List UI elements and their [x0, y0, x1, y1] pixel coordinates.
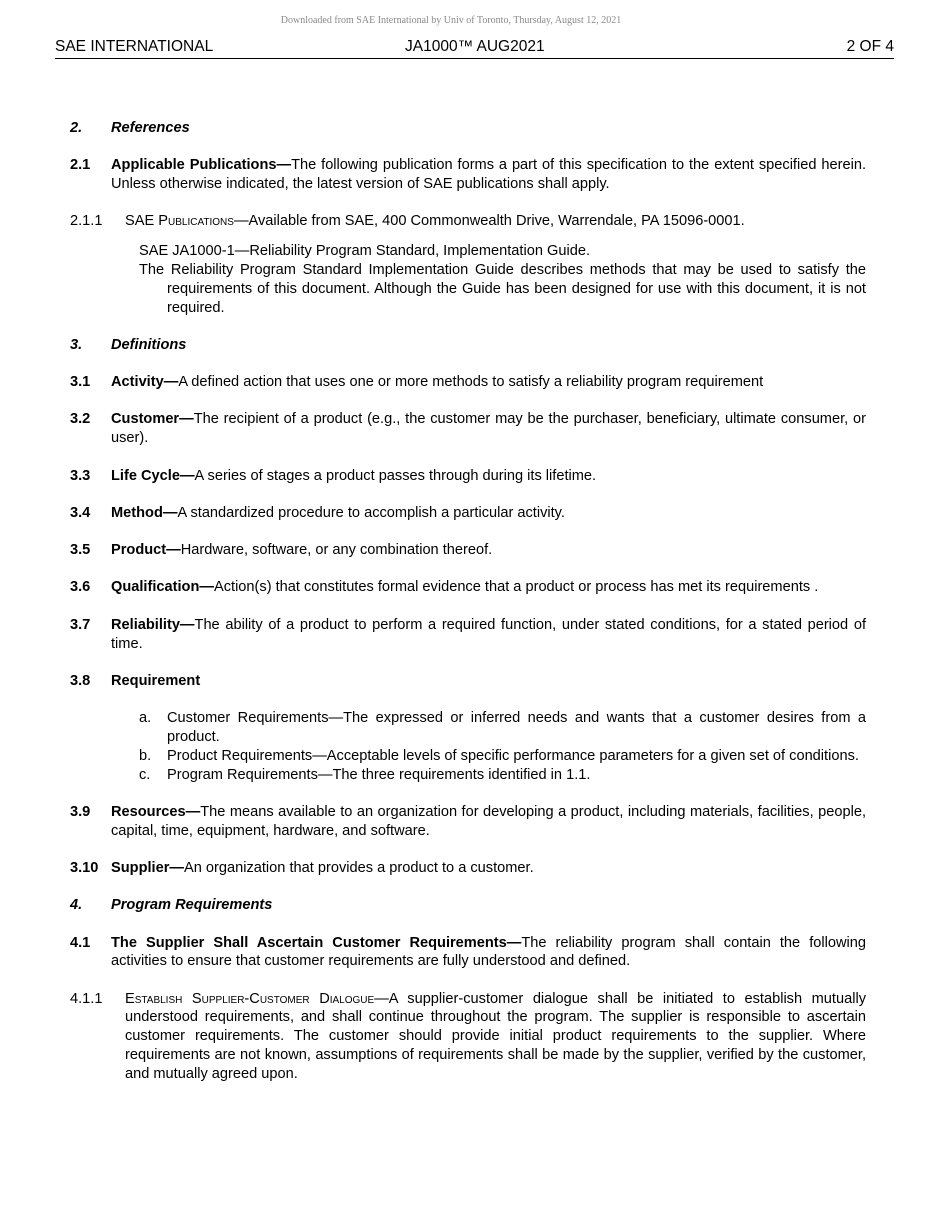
definition-term: Life Cycle—	[111, 467, 195, 484]
section-body: The following publication forms a part of this specification to the extent specified herein. Unless otherwise indicated, the latest version of SAE publications shall apply.	[111, 157, 866, 193]
list-letter: a.	[139, 710, 152, 727]
definition-text	[111, 803, 866, 841]
section-3-heading	[70, 336, 866, 355]
definition-number: 3.9	[70, 803, 91, 820]
section-title: The Supplier Shall Ascertain Customer Requirements—	[111, 934, 522, 951]
definition-term: Reliability—	[111, 616, 195, 633]
definition-body: The means available to an organization for developing a product, including materials, facilities, people, capital, time, equipment, hardware, and software.	[111, 803, 866, 839]
section-number: 4.	[70, 897, 83, 914]
definition-body: The ability of a product to perform a required function, under stated conditions, for a stated period of time.	[111, 616, 866, 652]
definition-text	[111, 578, 866, 597]
definition-body: A standardized procedure to accomplish a particular activity.	[177, 504, 565, 521]
definition-term: Product—	[111, 542, 181, 559]
definition-item	[70, 373, 866, 392]
definition-text	[111, 541, 866, 560]
publication-description: The Reliability Program Standard Implementation Guide describes methods that may be used to satisfy the requirements of this document. Although the Guide has been designed for use with this document, it is not required.	[139, 261, 866, 316]
definition-number: 3.2	[70, 411, 91, 428]
section-text	[125, 990, 866, 1084]
download-note: Downloaded from SAE International by Univ of Toronto, Thursday, August 12, 2021	[280, 15, 622, 26]
definition-term: Requirement	[111, 672, 201, 689]
section-4-heading	[70, 896, 866, 915]
definition-text	[111, 616, 866, 654]
definition-term: Activity—	[111, 374, 179, 391]
definition-term: Qualification—	[111, 579, 214, 596]
list-item	[139, 709, 866, 747]
definition-item	[70, 467, 866, 486]
definition-number: 3.7	[70, 616, 91, 633]
list-item	[139, 747, 866, 766]
definition-item	[70, 672, 866, 691]
definition-term: Method—	[111, 504, 178, 521]
section-text	[125, 212, 866, 231]
section-4-1	[70, 934, 866, 972]
section-text	[111, 934, 866, 972]
definition-text	[111, 373, 866, 392]
section-title: SAE Publications	[125, 213, 234, 230]
section-2-heading	[70, 119, 866, 138]
section-2-1	[70, 156, 866, 194]
section-4-1-1	[70, 990, 866, 1084]
definition-item	[70, 578, 866, 597]
definition-body: A series of stages a product passes through during its lifetime.	[194, 467, 597, 484]
definition-number: 3.1	[70, 374, 91, 391]
definition-body: Action(s) that constitutes formal evidence that a product or process has met its requirements .	[213, 579, 819, 596]
section-2-1-1	[70, 212, 866, 231]
publication-entry	[139, 242, 866, 317]
definition-number: 3.8	[70, 672, 91, 689]
list-text: Customer Requirements—The expressed or inferred needs and wants that a customer desires from a product.	[167, 710, 866, 745]
section-number: 3.	[70, 336, 83, 353]
definition-body: Hardware, software, or any combination thereof.	[180, 542, 493, 559]
definition-number: 3.4	[70, 504, 91, 521]
section-title: References	[111, 120, 190, 136]
section-text	[111, 156, 866, 194]
list-item	[139, 766, 866, 785]
section-title: Establish Supplier-Customer Dialogue	[125, 990, 375, 1007]
definition-number: 3.5	[70, 542, 91, 559]
definition-text	[111, 504, 866, 523]
definition-item	[70, 859, 866, 878]
list-letter: b.	[139, 747, 152, 764]
definition-number: 3.3	[70, 467, 91, 484]
definition-item	[70, 504, 866, 523]
header-publisher: SAE INTERNATIONAL	[55, 38, 214, 55]
list-letter: c.	[139, 766, 151, 783]
definition-text	[111, 467, 866, 486]
list-text: Product Requirements—Acceptable levels of specific performance parameters for a given set of conditions.	[167, 747, 859, 764]
definition-text	[111, 672, 866, 691]
requirement-list	[139, 709, 866, 784]
document-body	[70, 119, 866, 1084]
definition-item	[70, 803, 866, 841]
definition-term: Supplier—	[111, 859, 184, 876]
definition-term: Customer—	[111, 411, 194, 428]
section-title: Applicable Publications—	[111, 157, 292, 174]
list-text: Program Requirements—The three requirements identified in 1.1.	[167, 766, 591, 783]
section-title: Definitions	[111, 336, 187, 353]
page-header	[55, 38, 894, 59]
definition-body: A defined action that uses one or more methods to satisfy a reliability program requirement	[178, 374, 764, 391]
definition-item	[70, 616, 866, 654]
section-number: 2.	[70, 120, 83, 136]
definition-number: 3.10	[70, 859, 99, 876]
section-number: 2.1	[70, 157, 91, 174]
definition-body: An organization that provides a product to a customer.	[183, 859, 534, 876]
definition-body: The recipient of a product (e.g., the customer may be the purchaser, beneficiary, ultimate consumer, or user).	[111, 411, 866, 447]
definition-text	[111, 410, 866, 448]
definition-item	[70, 410, 866, 448]
section-number: 4.1	[70, 934, 91, 951]
definition-text	[111, 859, 866, 878]
section-body: The reliability program shall contain the following activities to ensure that customer requirements are fully understood and defined.	[111, 934, 866, 970]
section-title: Program Requirements	[111, 897, 273, 914]
definition-item	[70, 541, 866, 560]
definition-term: Resources—	[111, 803, 201, 820]
section-body: —Available from SAE, 400 Commonwealth Drive, Warrendale, PA 15096-0001.	[233, 213, 745, 230]
header-page-number: 2 OF 4	[846, 38, 894, 55]
header-doc-id: JA1000™ AUG2021	[405, 38, 545, 55]
section-body: —A supplier-customer dialogue shall be initiated to establish mutually understood requirements, and shall continue throughout the program. The supplier is responsible to ascertain customer requirements. The customer should provide initial product requirements to the supplier. Where requirements are not known, assumptions of requirements shall be made by the supplier, verified by the customer, and mutually agreed upon.	[125, 990, 866, 1082]
section-number: 2.1.1	[70, 213, 103, 230]
definition-number: 3.6	[70, 579, 91, 596]
section-number: 4.1.1	[70, 990, 103, 1007]
publication-title: SAE JA1000-1—Reliability Program Standard, Implementation Guide.	[139, 243, 591, 260]
